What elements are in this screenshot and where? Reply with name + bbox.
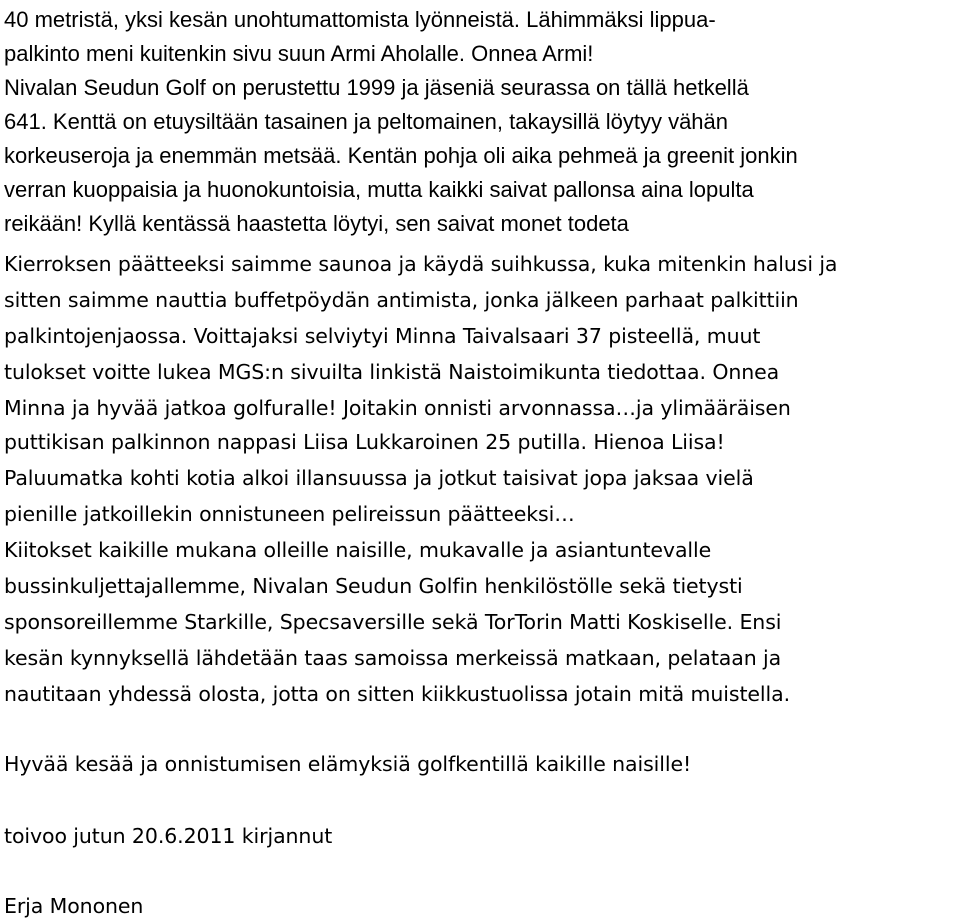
text-line: Kierroksen päätteeksi saimme saunoa ja käydä suihkussa, kuka mitenkin halusi ja	[4, 252, 838, 276]
text-line: palkinto meni kuitenkin sivu suun Armi Aholalle. Onnea Armi!	[4, 41, 594, 66]
text-line: sitten saimme nauttia buffetpöydän antimista, jonka jälkeen parhaat palkittiin	[4, 288, 799, 312]
text-line: Minna ja hyvää jatkoa golfuralle! Joitakin onnisti arvonnassa…ja ylimääräisen	[4, 396, 791, 420]
text-line: sponsoreillemme Starkille, Specsaversille sekä TorTorin Matti Koskiselle. Ensi	[4, 610, 782, 634]
text-line: korkeuseroja ja enemmän metsää. Kentän pohja oli aika pehmeä ja greenit jonkin	[4, 143, 798, 168]
text-line: reikään! Kyllä kentässä haastetta löytyi, sen saivat monet todeta	[4, 211, 629, 236]
text-line: Nivalan Seudun Golf on perustettu 1999 ja jäseniä seurassa on tällä hetkellä	[4, 75, 749, 100]
author-name: Erja Mononen	[4, 894, 144, 918]
written-note: toivoo jutun 20.6.2011 kirjannut	[4, 824, 333, 848]
text-line: pienille jatkoillekin onnistuneen pelireissun päätteeksi…	[4, 502, 575, 526]
text-line: verran kuoppaisia ja huonokuntoisia, mutta kaikki saivat pallonsa aina lopulta	[4, 177, 754, 202]
text-line: kesän kynnyksellä lähdetään taas samoissa merkeissä matkaan, pelataan ja	[4, 646, 782, 670]
text-line: Paluumatka kohti kotia alkoi illansuussa ja jotkut taisivat jopa jaksaa vielä	[4, 466, 754, 490]
text-line: tulokset voitte lukea MGS:n sivuilta linkistä Naistoimikunta tiedottaa. Onnea	[4, 360, 780, 384]
text-line: palkintojenjaossa. Voittajaksi selviytyi Minna Taivalsaari 37 pisteellä, muut	[4, 324, 761, 348]
text-line: nautitaan yhdessä olosta, jotta on sitten kiikkustuolissa jotain mitä muistella.	[4, 682, 790, 706]
text-line: 641. Kenttä on etuysiltään tasainen ja peltomainen, takaysillä löytyy vähän	[4, 109, 729, 134]
text-line: 40 metristä, yksi kesän unohtumattomista lyönneistä. Lähimmäksi lippua-	[4, 7, 716, 32]
text-line: bussinkuljettajallemme, Nivalan Seudun Golfin henkilöstölle sekä tietysti	[4, 574, 743, 598]
text-line: Kiitokset kaikille mukana olleille naisille, mukavalle ja asiantuntevalle	[4, 538, 712, 562]
closing-greeting: Hyvää kesää ja onnistumisen elämyksiä golfkentillä kaikille naisille!	[4, 752, 692, 776]
text-line: puttikisan palkinnon nappasi Liisa Lukkaroinen 25 putilla. Hienoa Liisa!	[4, 430, 725, 454]
